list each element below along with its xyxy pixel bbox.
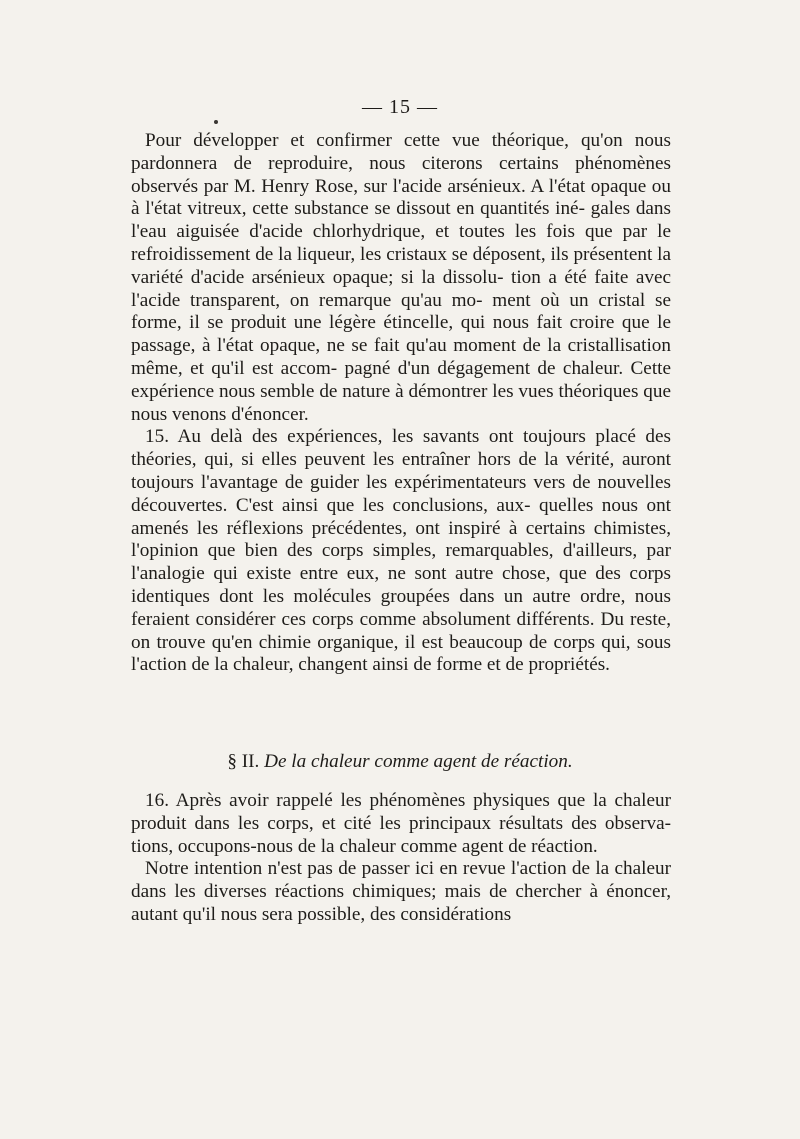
page-number: — 15 — (362, 96, 438, 118)
ink-speck (214, 120, 218, 124)
paragraph-15: 15. Au delà des expériences, les savants ont toujours placé des théories, qui, si elles peuvent les entraîner hors de la vérité, auront toujours l'avantage de guider les expérimentateurs vers de nouvelles découvertes. C'est ainsi que les conclusions, aux- quelles nous ont amenés les réflexions précédentes, ont inspiré à certains chimistes, l'opinion que bien des corps simples, remarquables, d'ailleurs, par l'analogie qui existe entre eux, ne sont autre chose, que des corps identiques dont les molécules groupées dans un autre ordre, nous feraient considérer ces corps comme absolument différents. Du reste, on trouve qu'en chimie organique, il est beaucoup de corps qui, sous l'action de la chaleur, changent ainsi de forme et de propriétés. (131, 426, 671, 676)
paragraph-intention: Notre intention n'est pas de passer ici en revue l'action de la chaleur dans les diverses réactions chimiques; mais de chercher à énoncer, autant qu'il nous sera possible, des considérations (131, 858, 671, 925)
text-block-upper (131, 130, 671, 677)
paragraph-16: 16. Après avoir rappelé les phénomènes physiques que la chaleur produit dans les corps, et cité les principaux résultats des observa- tions, occupons-nous de la chaleur comme agent de réaction. (131, 790, 671, 857)
section-heading (0, 751, 800, 773)
section-title: De la chaleur comme agent de réaction. (264, 751, 573, 772)
paragraph-intro: Pour développer et confirmer cette vue théorique, qu'on nous pardonnera de reproduire, nous citerons certains phénomènes observés par M. Henry Rose, sur l'acide arsénieux. A l'état opaque ou à l'état vitreux, cette substance se dissout en quantités iné- gales dans l'eau aiguisée d'acide chlorhydrique, et toutes les fois que par le refroidissement de la liqueur, les cristaux se déposent, ils présentent la variété d'acide arsénieux opaque; si la dissolu- tion a été faite avec l'acide transparent, on remarque qu'au mo- ment où un cristal se forme, il se produit une légère étincelle, qui nous fait croire que le passage, à l'état opaque, ne se fait qu'au moment de la cristallisation même, et qu'il est accom- pagné d'un dégagement de chaleur. Cette expérience nous semble de nature à démontrer les vues théoriques que nous venons d'énoncer. (131, 130, 671, 425)
section-mark: § II. (227, 751, 260, 772)
text-block-lower (131, 790, 671, 927)
